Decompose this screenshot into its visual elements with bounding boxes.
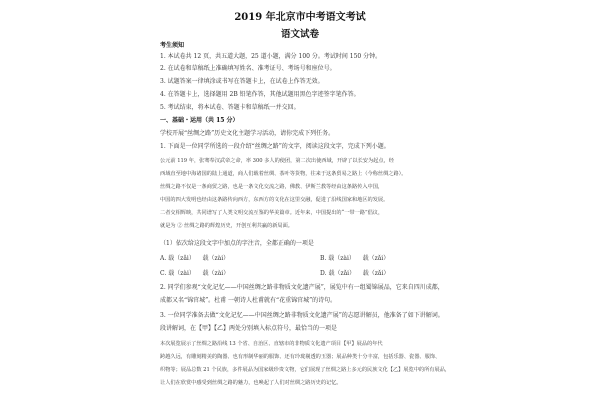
option-label: A. xyxy=(160,255,167,262)
passage-line: 本次展览展示了丝绸之路沿线 13 个省、自治区、直辖市的非物质文化遗产项目【甲】展品的年代 xyxy=(160,341,383,347)
option-value: 载（zài） xyxy=(202,270,230,277)
notice-item: 2. 在试卷和草稿纸上准确填写姓名、准考证号、考场号和座位号。 xyxy=(160,65,336,72)
passage-line: 就是为 ② 丝绸之路的辉煌历史，开创互利共赢的新局面。 xyxy=(160,223,293,229)
passage-line: 中国的四大发明也经由这条路传向西方，东西方的文化在这里交融，促进了沿线国家和地区的发展。 xyxy=(160,197,389,203)
notice-item: 3. 试题答案一律填涂或书写在答题卡上，在试卷上作答无效。 xyxy=(160,78,324,85)
question-2-line: 2. 同学们参观“文化记忆——中国丝绸之路非物质文化遗产展”，展览中有一组蜀锦展品，它来自四川成都， xyxy=(160,284,444,291)
notice-item: 4. 在答题卡上，选择题用 2B 铅笔作答，其他试题用黑色字迹签字笔作答。 xyxy=(160,91,360,98)
exam-subtitle: 语文试卷 xyxy=(280,29,319,40)
notice-item: 1. 本试卷共 12 页，共五道大题，25 道小题，满分 100 分。考试时间 150 分钟。 xyxy=(160,53,382,60)
passage-line: 西域直至地中海诸国的陆上通道，商人们载着丝绸、茶叶等货物，往来于这条贸易之路上（今称丝绸之路）。 xyxy=(160,171,407,177)
option-value: 载（zài） xyxy=(168,270,195,277)
option-value: 载（zài） xyxy=(328,255,355,262)
question-2-line: 成都又名“锦官城”。杜甫 一朝诗人杜甫就有“花重锦官城”的诗句。 xyxy=(160,297,337,304)
option-value: 载（zài） xyxy=(202,255,230,262)
section-heading: 一、基础・运用（共 15 分） xyxy=(160,117,239,124)
option-value: 载（zǎi） xyxy=(168,255,195,262)
passage-line: 织物等；展品总数 21 个民族，多件展品为国家级珍贵文物，它们展现了丝绸之路上多元的民族文化【乙】展览中的所有展品， xyxy=(160,367,451,373)
passage-line: 二者交相辉映，共同谱写了人类文明交流互鉴的华美篇章。近年来，中国提出的“一带一路”倡议， xyxy=(160,210,384,216)
passage-line: 丝绸之路不仅是一条商贸之路，也是一条文化交流之路，佛教、伊斯兰教等经由这条路传入中国， xyxy=(160,184,384,190)
option-label: D. xyxy=(320,270,327,277)
option-label: C. xyxy=(160,270,167,277)
question-1: 1. 下面是一位同学所选的一段介绍“丝绸之路”的文字，阅读这段文字，完成下列小题。 xyxy=(160,143,390,150)
exam-title: 2019 年北京市中考语文考试 xyxy=(234,12,366,23)
passage-line: 让人们在欣赏中感受到丝绸之路的魅力，也唤起了人们对丝绸之路历史的记忆。 xyxy=(160,380,342,386)
notice-item: 5. 考试结束，将本试卷、答题卡和草稿纸一并交回。 xyxy=(160,104,300,111)
option-value: 载（zǎi） xyxy=(328,270,356,277)
option-d[interactable] xyxy=(320,268,389,277)
option-a[interactable] xyxy=(160,253,229,262)
passage-line: 公元前 119 年，张骞奉汉武帝之命，率 300 多人的使团，第二次出使西域，开辟了以长安为起点，经 xyxy=(160,158,394,164)
option-b[interactable] xyxy=(320,253,389,262)
section-intro: 学校开展“丝绸之路”历史文化主题学习活动，请你完成下列任务。 xyxy=(160,130,335,137)
option-value: 载（zǎi） xyxy=(362,255,390,262)
notice-heading: 考生须知 xyxy=(160,42,185,49)
option-c[interactable] xyxy=(160,268,229,277)
question-3-line: 3. 一位同学准备去做“文化记忆——中国丝绸之路非物质文化遗产展”的志愿讲解员，他准备了如下讲解词。 xyxy=(160,312,444,319)
option-label: B. xyxy=(320,255,327,262)
option-value: 载（zǎi） xyxy=(362,270,390,277)
passage-line: 跨越久远，有雕刻精美的陶器、也有形制华丽的服饰、还有玲珑剔透的玉器；展品种类十分丰富，包括乐器、瓷器、服饰、 xyxy=(160,354,441,360)
subquestion-1: （1）依次给这段文字中加点的字注音，全都正确的一项是 xyxy=(160,240,314,247)
question-3-line: 段讲解词，在【甲】【乙】两处分别填入标点符号，最恰当的一项是 xyxy=(160,325,338,332)
